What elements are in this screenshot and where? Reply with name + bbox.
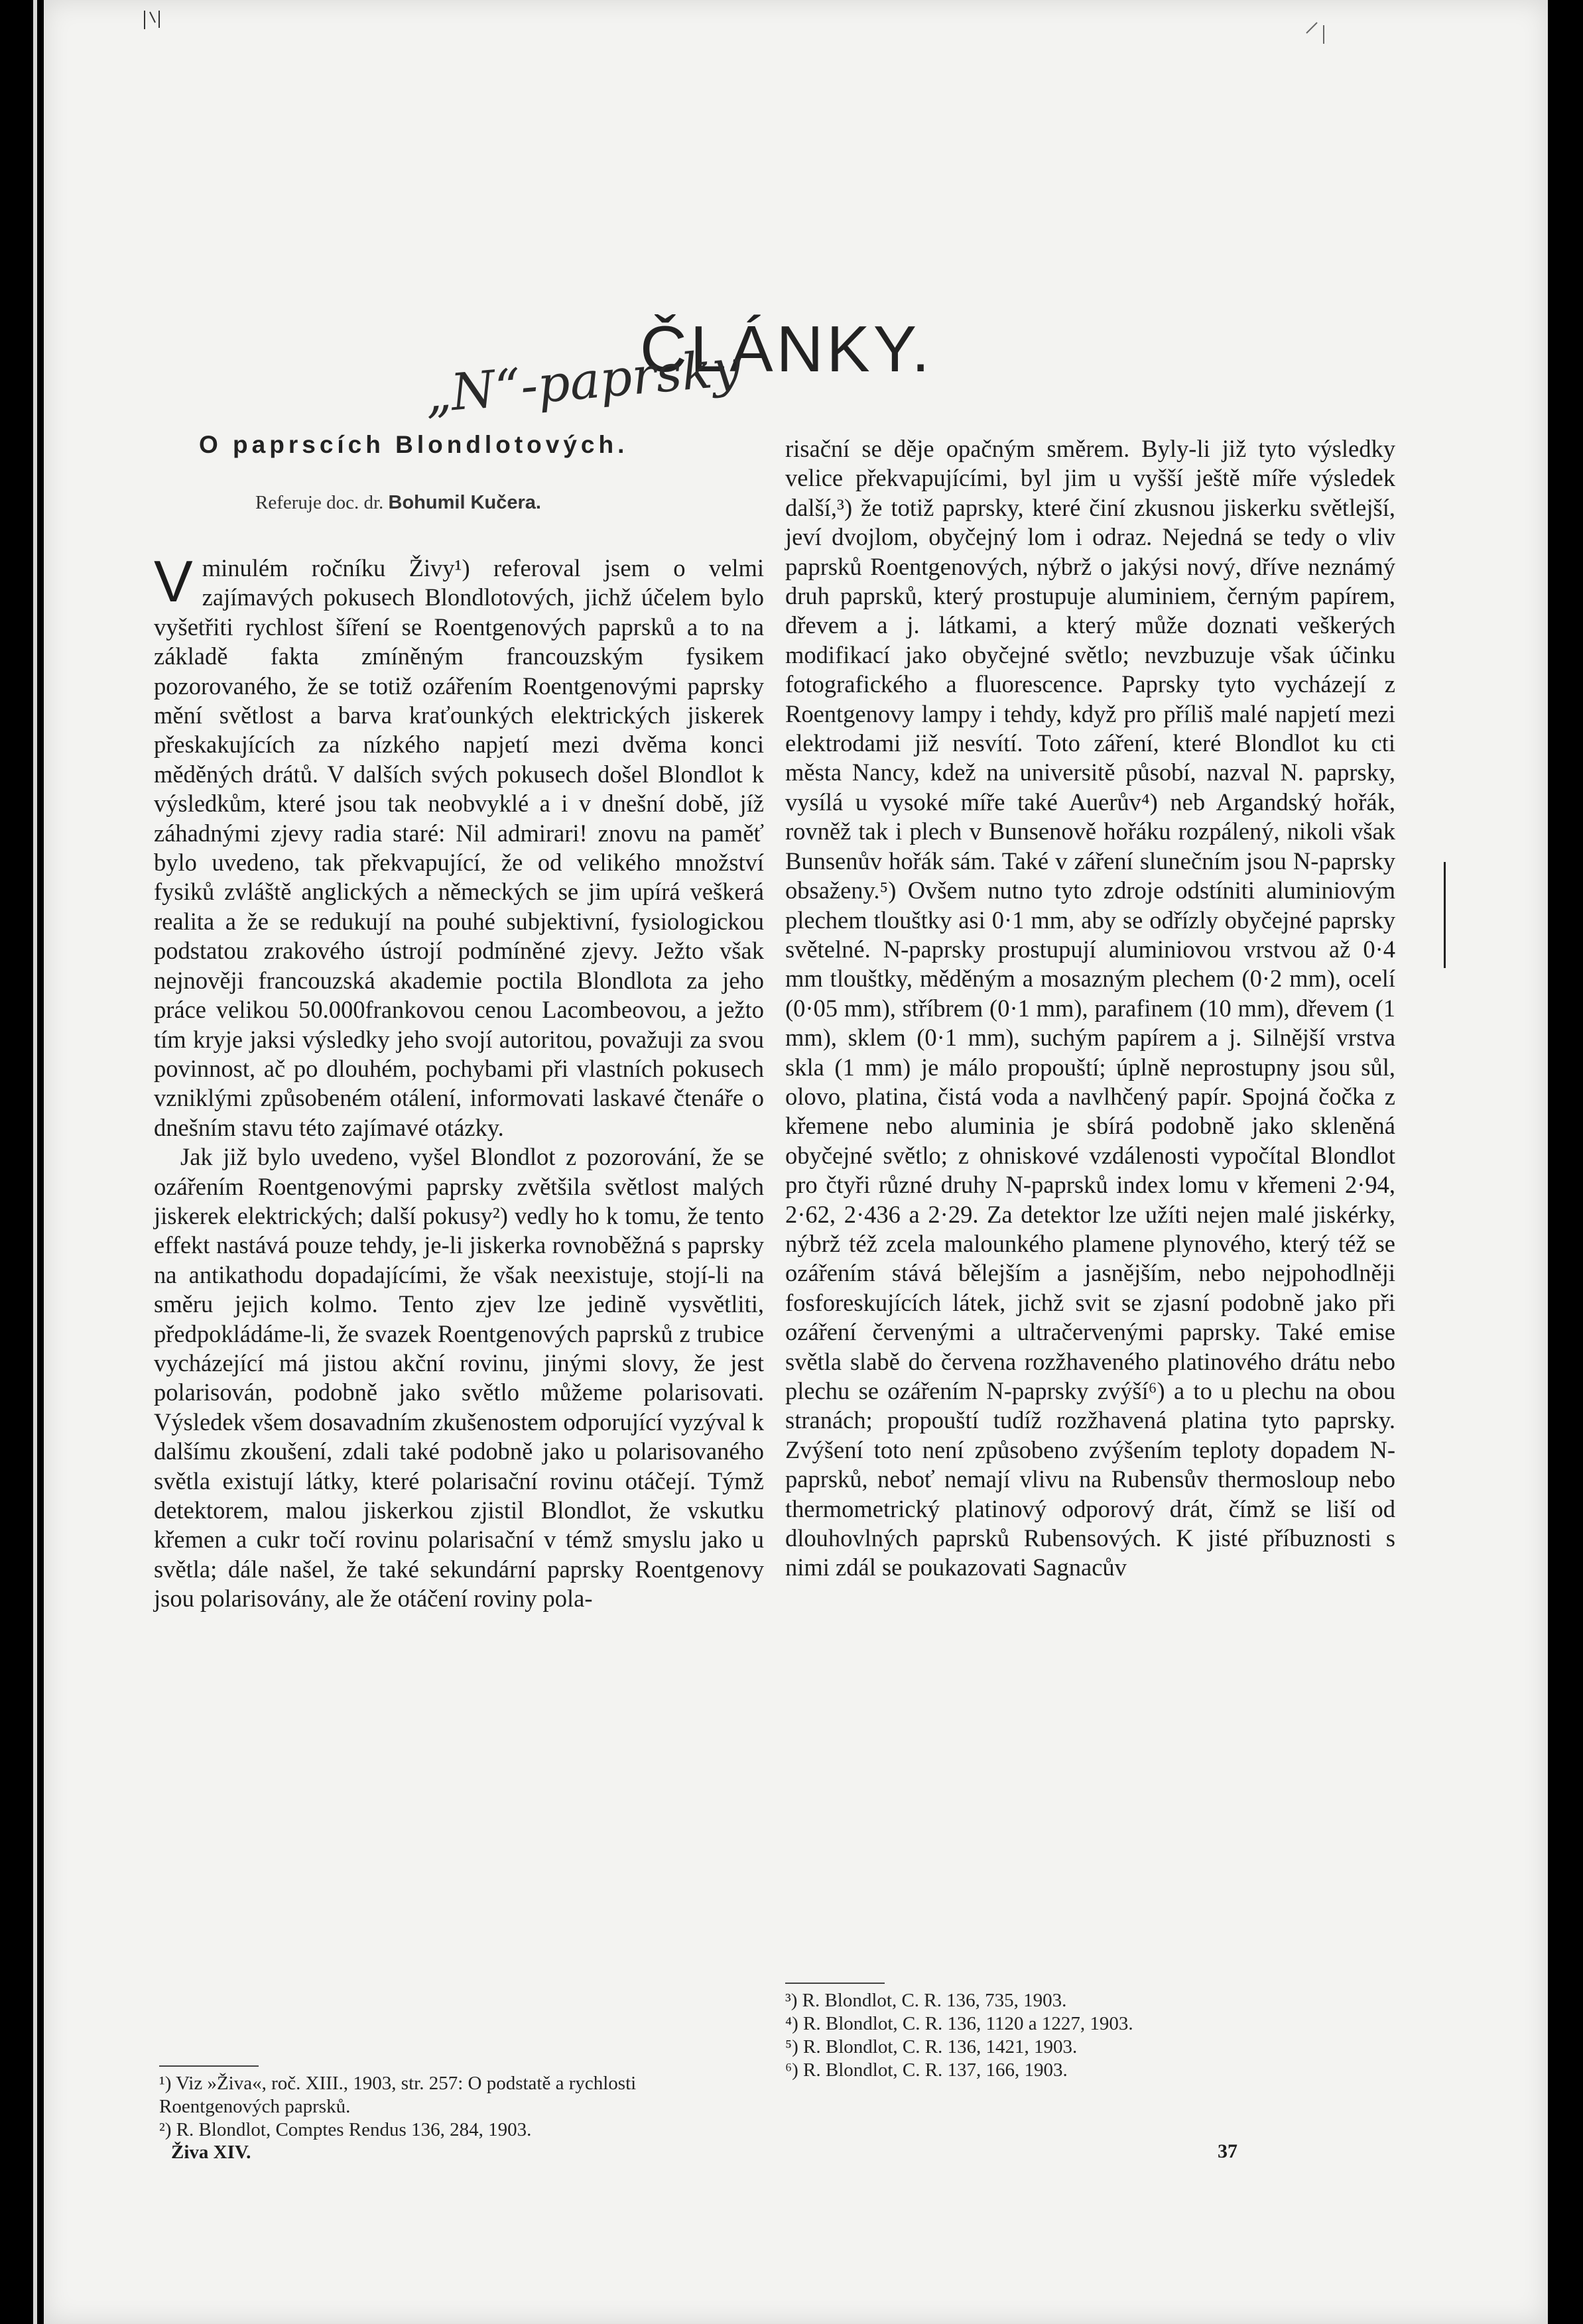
footnote: ⁵) R. Blondlot, C. R. 136, 1421, 1903.	[785, 2036, 1078, 2057]
margin-pencil-mark	[1444, 862, 1446, 968]
scan-corner-mark	[1304, 20, 1344, 46]
binding-edge	[33, 0, 37, 2324]
right-column	[785, 434, 1395, 1583]
journal-label: Živa XIV.	[171, 2142, 251, 2163]
article-title: O paprscích Blondlotových.	[199, 431, 629, 458]
handwritten-annotation: „N“-paprsky	[422, 337, 743, 424]
footnote: ²) R. Blondlot, Comptes Rendus 136, 284, 1903.	[159, 2119, 532, 2140]
footnote: ¹) Viz »Živa«, roč. XIII., 1903, str. 257: O podstatě a rychlosti Roentgenových paprsků.	[159, 2073, 637, 2117]
page-number: 37	[1218, 2140, 1237, 2162]
byline-prefix: Referuje doc. dr.	[255, 492, 384, 513]
byline	[255, 492, 541, 514]
footnote-rule	[159, 2065, 259, 2067]
footnote: ⁴) R. Blondlot, C. R. 136, 1120 a 1227, 1903.	[785, 2013, 1133, 2034]
paragraph: risační se děje opačným směrem. Byly-li již tyto výsledky velice překvapujícími, byl jim u vyšší ještě míře výsledek další,³) že totiž paprsky, které činí zkusnou jiskerku světlejší, jeví dvojlom, obyčejný lom i odraz. Nejedná se tedy o vliv paprsků Roentgenových, nýbrž o jakýsi nový, dříve neznámý druh paprsků, který prostupuje aluminiem, černým papírem, dřevem a j. látkami, a který může doznati veškerých modifikací jako obyčejné světlo; nevzbuzuje však účinku fotografického a fluorescence. Paprsky tyto vycházejí z Roentgenovy lampy i tehdy, když pro příliš malé napjetí mezi elektrodami již nesvítí. Toto záření, které Blondlot ku cti města Nancy, kdež na universitě působí, nazval N. paprsky, vysílá u vysoké míře také Auerův⁴) neb Argandský hořák, rovněž tak i plech v Bunsenově hořáku rozpálený, nikoli však Bunsenův hořák sám. Také v záření slunečním jsou N-paprsky obsaženy.⁵) Ovšem nutno tyto zdroje odstíniti aluminiovým plechem tlouštky asi 0·1 mm, aby se odřízly obyčejné paprsky světelné. N-paprsky prostupují aluminiovou vrstvou až 0·4 mm tlouštky, měděným a mosazným plechem (0·2 mm), ocelí (0·05 mm), stříbrem (0·1 mm), parafinem (10 mm), dřevem (1 mm), sklem (0·1 mm), suchým papírem a j. Silnější vrstva skla (1 mm) je málo propouští; úplně neprostupny jsou sůl, olovo, platina, čistá voda a navlhčený papír. Spojná čočka z křemene nebo aluminia je sbírá podobně jako skleněná obyčejné světlo; z ohniskové vzdálenosti vypočítal Blondlot pro čtyři různé druhy N-paprsků index lomu v křemeni 2·94, 2·62, 2·436 a 2·29. Za detektor lze užíti nejen malé jiskérky, nýbrž též zcela malounkého plamene plynového, který též se ozářením stává bělejším a jasnějším, nebo nejpohodlněji fosforeskujících látek, jichž svit se zjasní podobně jako při ozáření červenými a ultračervenými paprsky. Také emise světla slabě do červena rozžhaveného platinového drátu nebo plechu se ozářením N-paprsky zvýší⁶) a to u plechu na obou stranách; propouští tudíž rozžhavená platina tyto paprsky. Zvýšení toto není způsobeno zvýšením teploty dopadem N-paprsků, neboť nemají vlivu na Rubensův thermosloup nebo thermometrický platinový odporový drát, čímž se liší od dlouhovlných paprsků Rubensových. K jisté příbuznosti s nimi zdál se poukazovati Sagnacův	[785, 435, 1395, 1581]
paragraph: Jak již bylo uvedeno, vyšel Blondlot z pozorování, že se ozářením Roentgenovými paprsky zvětšila světlost malých jiskerek elektrických; další pokusy²) vedly ho k tomu, že tento effekt nastává pouze tehdy, je-li jiskerka rovnoběžná s paprsky na antikathodu dopadajícími, že však neexistuje, stojí-li na směru jejich kolmo. Tento zjev lze jedině vysvětliti, předpokládáme-li, že svazek Roentgenových paprsků z trubice vycházející má jistou akční rovinu, jinými slovy, že jest polarisován, podobně jako světlo můžeme polarisovati. Výsledek všem dosavadním zkušenostem odporující vyzýval k dalšímu zkoušení, zdali také podobně jako u polarisovaného světla existují látky, které polarisační rovinu otáčejí. Týmž detektorem, malou jiskerkou zjistil Blondlot, že vskutku křemen a cukr točí rovinu polarisační v témž smyslu jako u světla; dále našel, že také sekundární paprsky Roentgenovy jsou polarisovány, ale že otáčení roviny pola-	[154, 1143, 764, 1613]
footnote: ³) R. Blondlot, C. R. 136, 735, 1903.	[785, 1990, 1067, 2011]
drop-cap: V	[154, 548, 193, 614]
footnote: ⁶) R. Blondlot, C. R. 137, 166, 1903.	[785, 2059, 1068, 2081]
section-heading: ČLÁNKY.	[640, 312, 933, 385]
footnotes-right	[785, 1989, 1382, 2082]
footnote-rule	[785, 1983, 885, 1984]
footnotes-left	[159, 2072, 756, 2142]
byline-author: Bohumil Kučera.	[388, 492, 541, 513]
paragraph	[154, 548, 764, 1142]
scan-corner-mark	[143, 9, 170, 31]
paragraph-text: minulém ročníku Živy¹) referoval jsem o velmi zajímavých pokusech Blondlotových, jichž účelem bylo vyšetřiti rychlost šíření se Roentgenových paprsků a to na základě fakta zmíněným francouzským fysikem pozorovaného, že se totiž ozářením Roentgenovými paprsky mění světlost a barva kraťounkých elektrických jiskerek přeskakujících za nízkého napjetí mezi dvěma konci měděných drátů. V dalších svých pokusech došel Blondlot k výsledkům, které jsou tak neobvyklé a i v dnešní době, jíž záhadnými zjevy radia staré: Nil admirari! znovu na paměť bylo uvedeno, tak překvapující, že od velikého množství fysiků zvláště anglických a německých se jim upírá veškerá realita a že se redukují na pouhé subjektivní, fysiologickou podstatou zrakového ústrojí podmíněné zjevy. Ježto však nejnověji francouzská akademie poctila Blondlota za jeho práce velikou 50.000frankovou cenou Lacombeovou, a ježto tím kryje jaksi výsledky jeho svojí autoritou, považuji za svou povinnost, ač po dlouhém, pochybami při vlastních pokusech vzniklými způsobeném otálení, informovati laskavé čtenáře o dnešním stavu této zajímavé otázky.	[154, 554, 764, 1141]
left-column	[154, 548, 764, 1614]
